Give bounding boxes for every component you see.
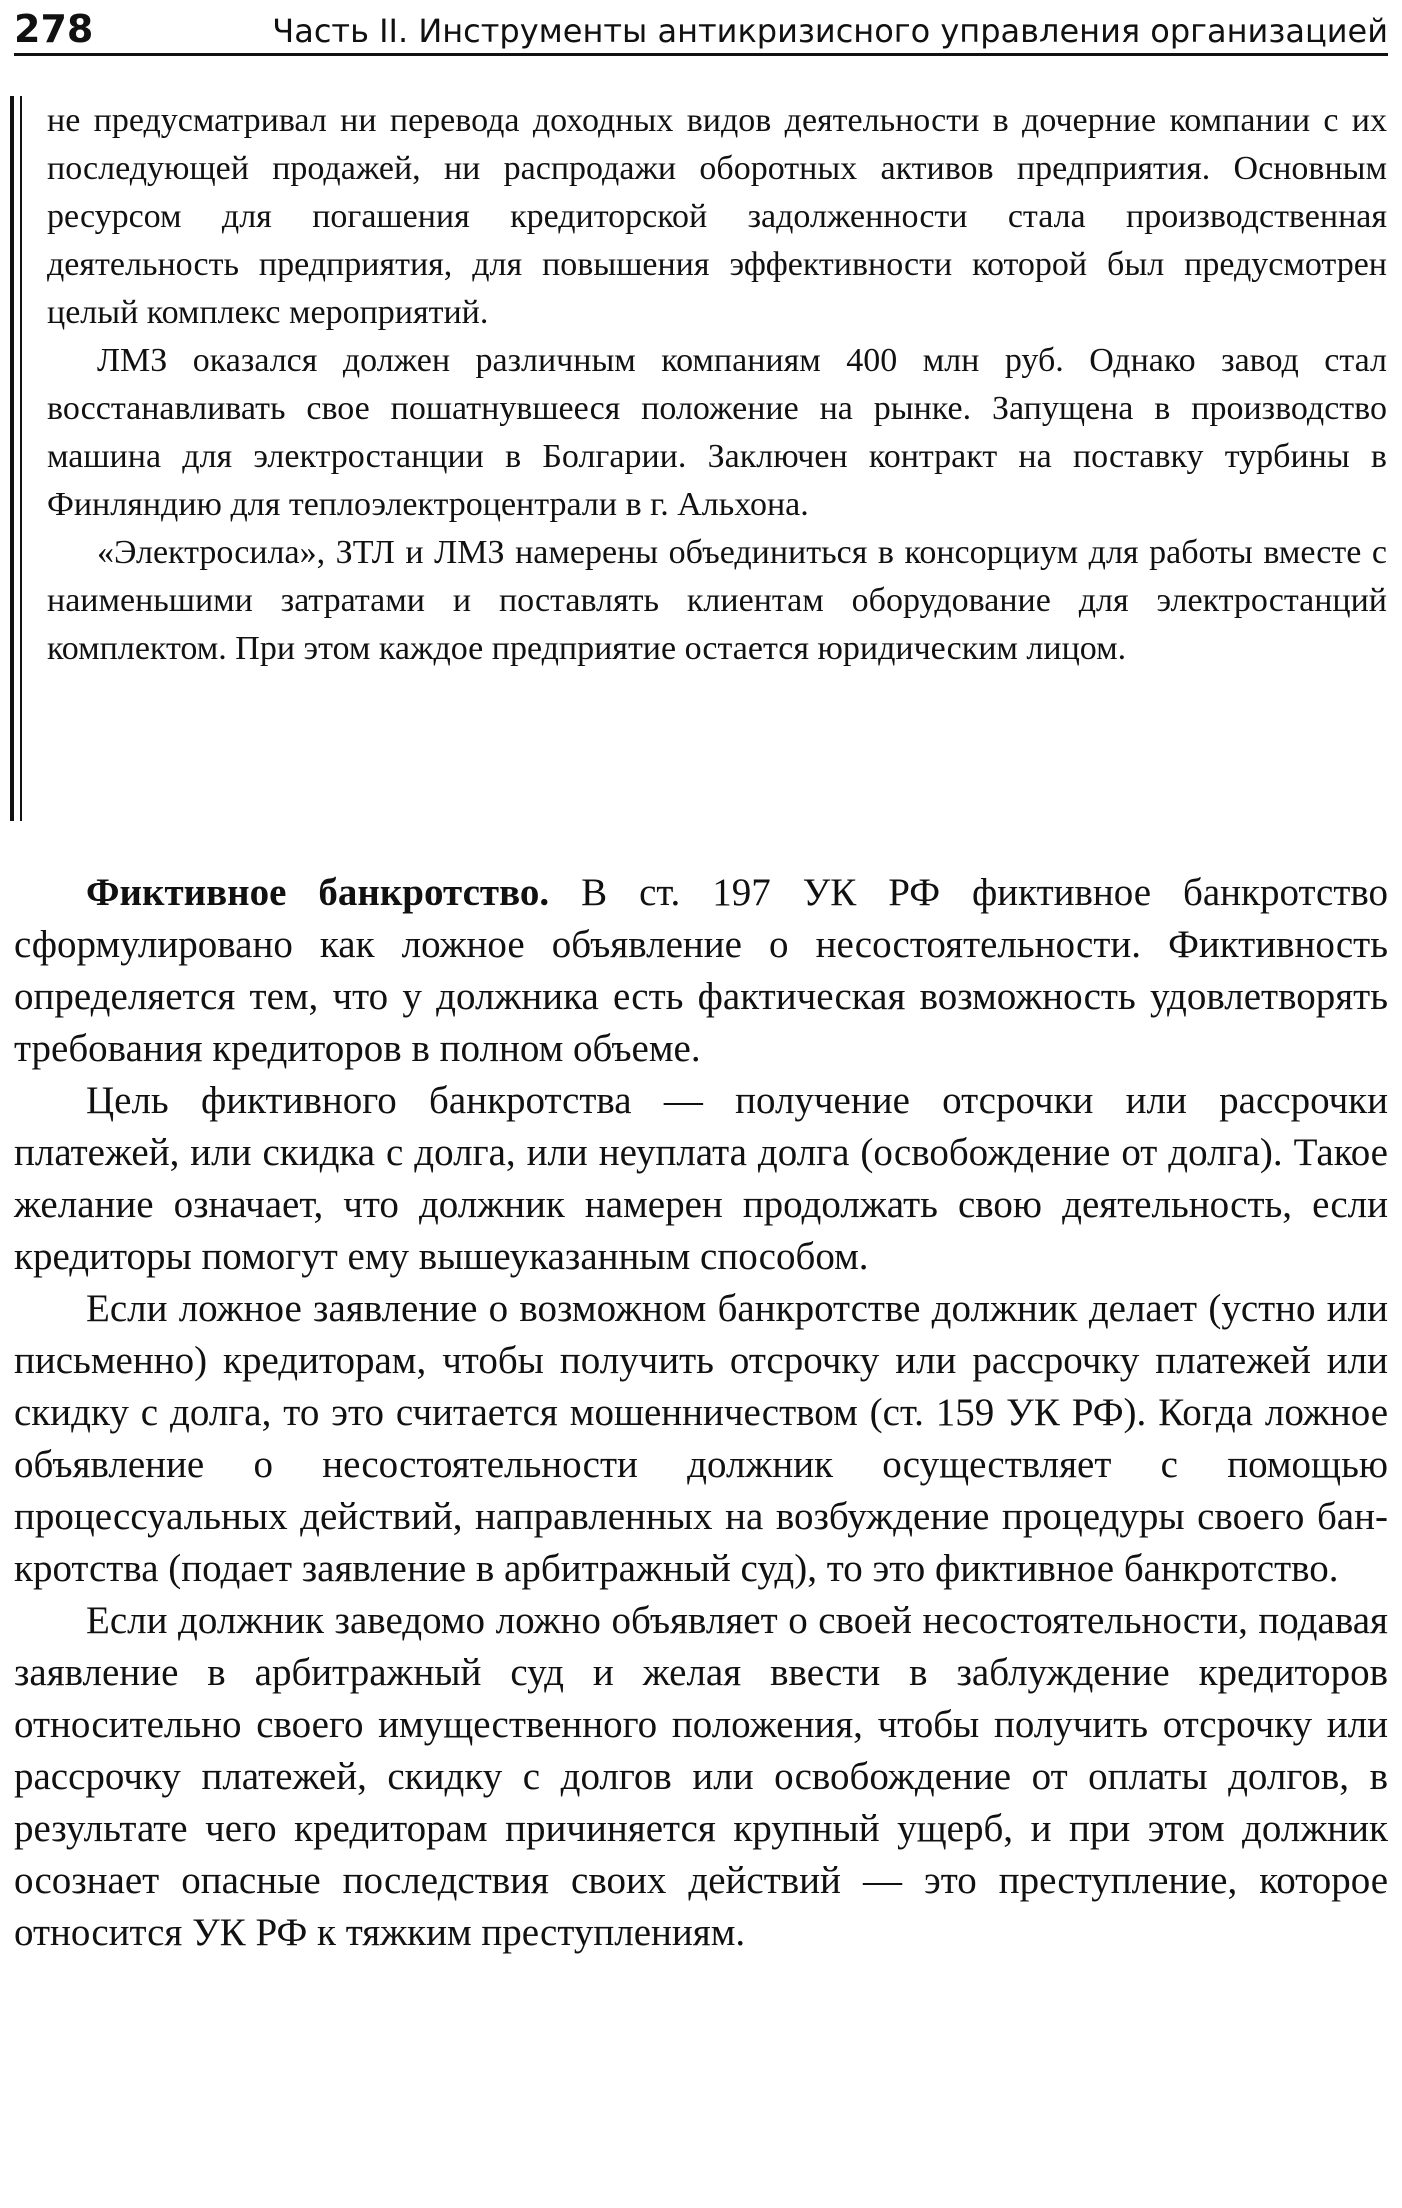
running-title: Часть II. Инструменты антикризисного управления организацией [272,12,1388,50]
body-paragraph: Цель фиктивного банкротства — получение отсрочки или рассрочки платежей, или скидка с долга, или неуплата долга (освобождение от долга). Такое желание означает, что должник намерен продолжать свою деятельность, если кредиторы помогут ему вышеуказанным способом. [14,1079,1388,1278]
case-box-rule-inner [20,96,22,821]
case-paragraph: ЛМЗ оказался должен различным компаниям 400 млн руб. Однако завод стал восстанавливать свое пошатнувшееся положение на рынке. Запущена в производство машина для электростанции в Болгарии. Заключен контракт на поставку турбины в Финляндию для теплоэлектроцентрали в г. Альхона. [47,342,1387,523]
section-heading: Фиктивное банкротство. [86,871,550,914]
page-number: 278 [14,7,94,51]
body-paragraph: Если должник заведомо ложно объявляет о своей несостоятельности, подавая заявление в арбитражный суд и желая ввести в заблуждение кредиторов относительно своего имущественного положения, чтобы получить отсрочку или рассрочку платежей, скидку с долгов или освобождение от оплаты долгов, в результате чего кредиторам причиняется крупный ущерб, и при этом должник осознает опасные последствия своих действий — это преступление, которое относится УК РФ к тяжким преступлениям. [14,1599,1388,1954]
first-paragraph-text: В ст. 197 УК РФ фиктивное банкротство сформулировано как ложное объявление о несостоятельности. Фиктивность определяется тем, что у должника есть фактическая возможность удовлетворять требования кредиторов в полном объеме. [14,871,1389,1070]
page-header [14,6,1388,56]
case-study-box [47,97,1387,673]
case-paragraph: не предусматривал ни перевода доходных видов деятельности в дочерние компании с их последующей продажей, ни распродажи оборотных активов предприятия. Основным ресурсом для погашения кредиторской задолженности стала производственная деятельность предприятия, для повышения эффективности которой был предусмотрен целый комплекс мероприятий. [47,102,1387,331]
case-paragraph: «Электросила», ЗТЛ и ЛМЗ намерены объединиться в консорциум для работы вместе с наименьшими затратами и поставлять клиентам оборудование для электростанций комплектом. При этом каждое предприятие остается юридическим лицом. [47,534,1387,667]
body-paragraph: Если ложное заявление о возможном банкротстве должник делает (устно или письменно) кредиторам, чтобы получить отсрочку или рассрочку платежей или скидку с долга, то это считается мошенничеством (ст. 159 УК РФ). Когда ложное объявление о несостоятельности должник осуществляет с помощью процессуальных действий, направленных на возбуждение процедуры своего банкротства (подает заявление в арбитражный суд), то это фиктивное банкротство. [14,1287,1388,1590]
body-paragraph [14,867,1388,1075]
case-box-rule [10,96,14,821]
main-text [14,867,1388,1959]
